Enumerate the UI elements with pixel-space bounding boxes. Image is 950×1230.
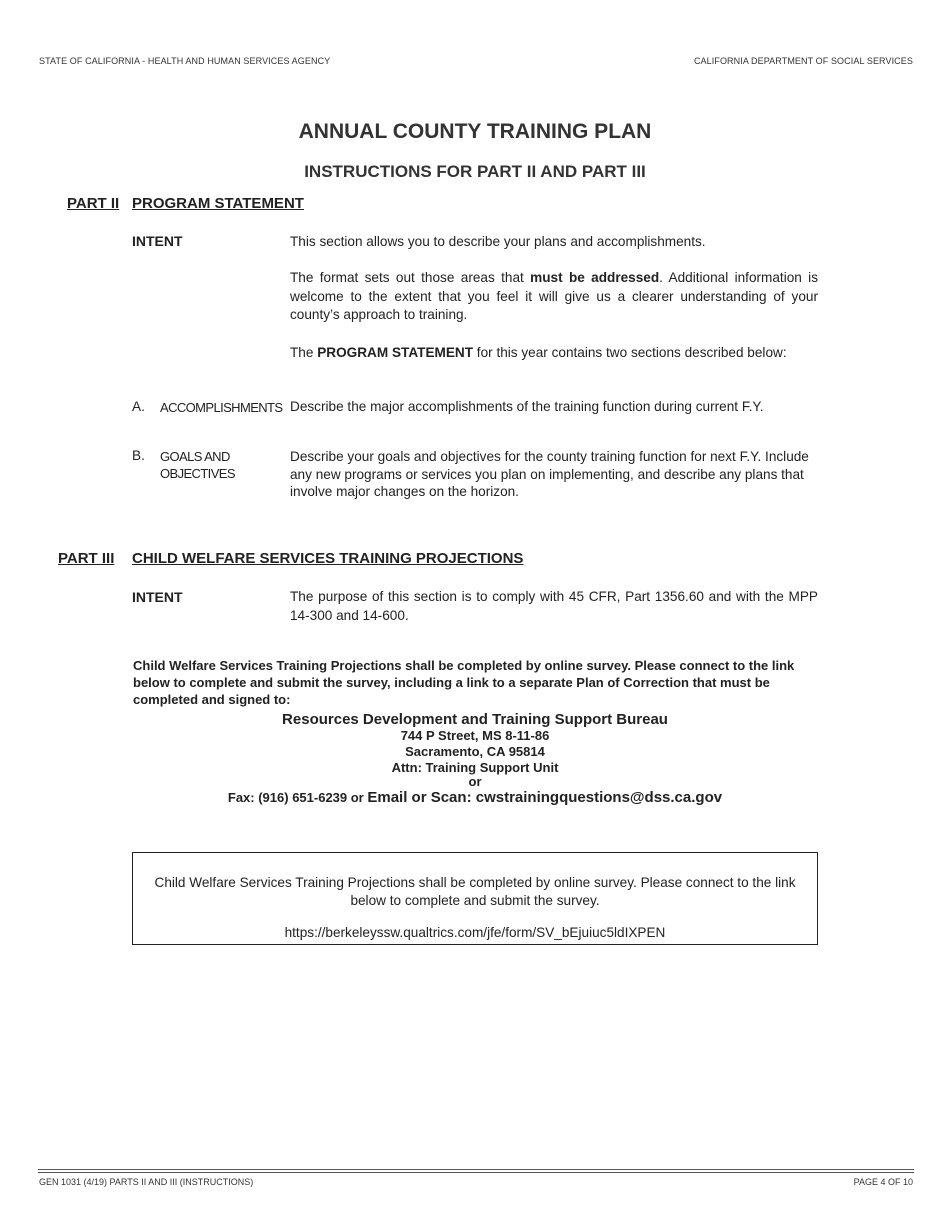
footer-rule-bottom: [38, 1172, 914, 1173]
page-subtitle: INSTRUCTIONS FOR PART II AND PART III: [304, 162, 646, 181]
item-b-letter: B.: [132, 448, 145, 463]
part3-intent-label: INTENT: [132, 589, 183, 605]
address-or: or: [468, 774, 482, 789]
survey-link[interactable]: https://berkeleyssw.qualtrics.com/jfe/form/SV_bEjuiuc5ldIXPEN: [284, 925, 666, 940]
item-b-name: GOALS AND OBJECTIVES: [160, 449, 235, 481]
program-statement-emphasis: PROGRAM STATEMENT: [317, 345, 474, 360]
footer-form-number: GEN 1031 (4/19) PARTS II AND III (INSTRUCTIONS): [39, 1177, 254, 1187]
item-a-text: Describe the major accomplishments of the training function during current F.Y.: [290, 399, 764, 414]
part2-intent-text: This section allows you to describe your plans and accomplishments.: [290, 234, 706, 249]
part2-intent-label: INTENT: [132, 233, 183, 249]
footer-rule-top: [38, 1169, 914, 1170]
survey-link-box: [132, 852, 818, 945]
part3-intent-text: The purpose of this section is to comply with 45 CFR, Part 1356.60 and with the MPP 14-300 and 14-600.: [290, 589, 818, 623]
address-street: 744 P Street, MS 8-11-86: [400, 728, 550, 743]
item-a-name: ACCOMPLISHMENTS: [160, 400, 283, 415]
item-a-letter: A.: [132, 399, 145, 414]
page-title: ANNUAL COUNTY TRAINING PLAN: [298, 120, 652, 143]
part3-notice: Child Welfare Services Training Projections shall be completed by online survey. Please connect to the link below to complete and submit the survey, including a link to a separate Plan of Correction that must be completed and signed to:: [133, 658, 795, 707]
footer-page-number: PAGE 4 OF 10: [853, 1177, 913, 1187]
format-emphasis: must be addressed: [530, 270, 660, 285]
address-contact: [0, 789, 950, 807]
part2-label: PART II: [67, 195, 120, 212]
part3-label: PART III: [58, 550, 115, 567]
part2-format-paragraph: The format sets out those areas that must be addressed. Additional information is welcome to the extent that you feel it will give us a clearer understanding of your county’s approach to training.: [290, 270, 818, 322]
header-department: CALIFORNIA DEPARTMENT OF SOCIAL SERVICES: [693, 56, 913, 66]
address-attn: Attn: Training Support Unit: [391, 760, 559, 775]
address-bureau: Resources Development and Training Support Bureau: [282, 711, 668, 728]
part2-heading: PROGRAM STATEMENT: [132, 195, 304, 212]
item-b-text: Describe your goals and objectives for the county training function for next F.Y. Include any new programs or services you plan on implementing, and describe any plans that involve major changes on the horizon.: [290, 449, 809, 499]
address-city: Sacramento, CA 95814: [405, 744, 545, 759]
part2-statement-paragraph: The PROGRAM STATEMENT for this year contains two sections described below:: [290, 345, 787, 360]
part3-heading: CHILD WELFARE SERVICES TRAINING PROJECTIONS: [132, 550, 524, 567]
email-line: Email or Scan: cwstrainingquestions@dss.ca.gov: [367, 789, 723, 806]
fax-line: Fax: (916) 651-6239 or: [227, 790, 368, 805]
header-agency: STATE OF CALIFORNIA - HEALTH AND HUMAN SERVICES AGENCY: [39, 56, 331, 66]
survey-box-text: Child Welfare Services Training Projections shall be completed by online survey. Please connect to the link below to complete and submit the survey.: [154, 875, 796, 908]
